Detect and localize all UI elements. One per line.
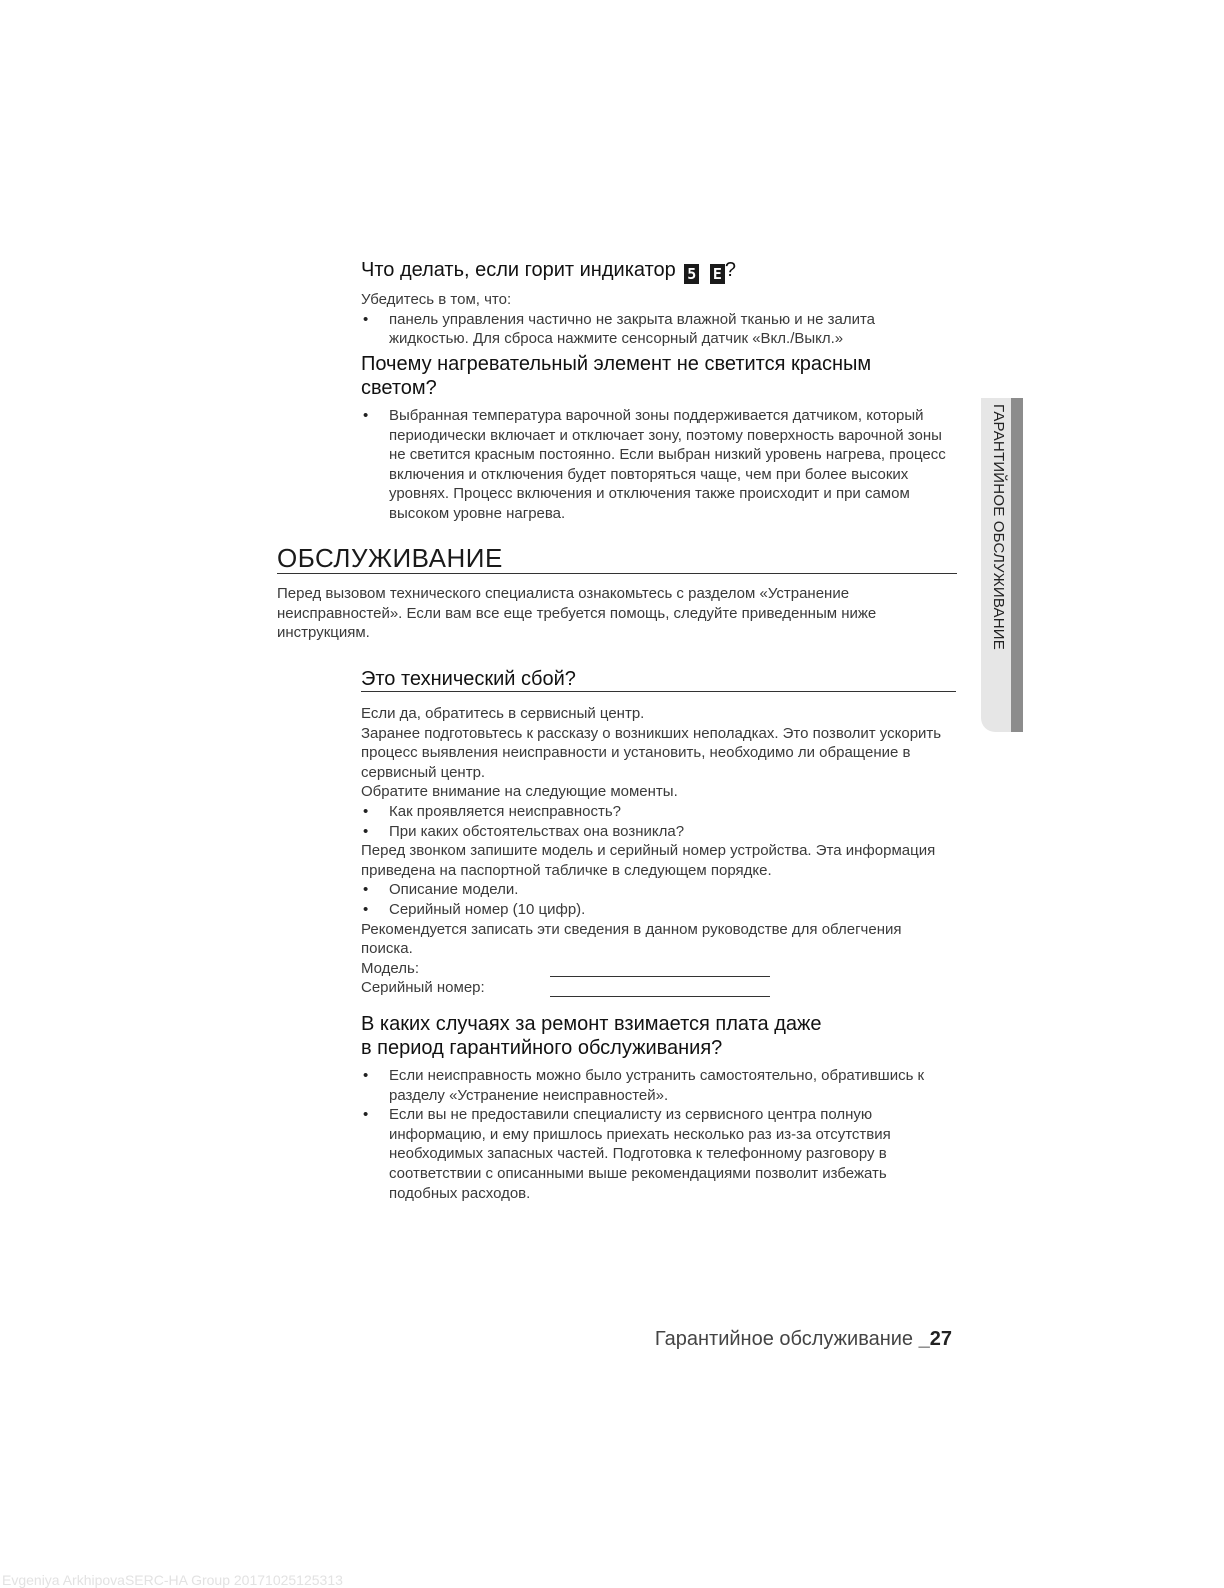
list-item: • панель управления частично не закрыта влажной тканью и не залита жидкостью. Для сброса нажмите сенсорный датчик «Вкл./Выкл.» xyxy=(361,310,956,349)
q1-heading-text: Что делать, если горит индикатор xyxy=(361,259,676,281)
q1-section xyxy=(361,258,956,349)
page-footer xyxy=(655,1328,952,1351)
side-tab-label: ГАРАНТИЙНОЕ ОБСЛУЖИВАНИЕ xyxy=(990,404,1007,650)
q3-paragraph: Рекомендуется записать эти сведения в данном руководстве для облегчения поиска. xyxy=(361,920,902,958)
q4-section xyxy=(361,1012,956,1203)
q4-heading: В каких случаях за ремонт взимается плата даже в период гарантийного обслуживания? xyxy=(361,1013,822,1059)
q3-heading: Это технический сбой? xyxy=(361,668,576,690)
serial-label: Серийный номер: xyxy=(361,979,485,997)
q2-bullets xyxy=(361,406,956,524)
q3-body xyxy=(361,704,956,998)
q3-bullets-b xyxy=(361,880,956,919)
list-item: • Серийный номер (10 цифр). xyxy=(361,900,956,920)
list-item: • При каких обстоятельствах она возникла? xyxy=(361,822,956,842)
q3-rule xyxy=(361,691,956,692)
q2-section xyxy=(361,352,956,524)
section-rule xyxy=(277,573,957,574)
list-item: • Описание модели. xyxy=(361,880,956,900)
model-field-line xyxy=(550,976,770,977)
list-item: • Как проявляется неисправность? xyxy=(361,802,956,822)
page-number: _27 xyxy=(918,1328,952,1350)
q1-intro: Убедитесь в том, что: xyxy=(361,291,512,308)
q4-bullets xyxy=(361,1066,956,1203)
list-item: • Если неисправность можно было устранить самостоятельно, обратившись к разделу «Устранение неисправностей». xyxy=(361,1066,956,1105)
q1-bullets xyxy=(361,310,956,349)
service-section xyxy=(277,543,957,573)
q3-paragraph: Перед звонком запишите модель и серийный номер устройства. Эта информация приведена на паспортной табличке в следующем порядке. xyxy=(361,842,936,879)
service-intro-block xyxy=(277,584,957,643)
service-intro: Перед вызовом технического специалиста ознакомьтесь с разделом «Устранение неисправностей». Если вам все еще требуется помощь, следуйте приведенным ниже инструкциям. xyxy=(277,585,877,642)
q2-heading: Почему нагревательный элемент не светится красным светом? xyxy=(361,353,872,399)
indicator-e-icon: E xyxy=(710,264,725,284)
q3-section xyxy=(361,667,956,691)
q1-heading: Что делать, если горит индикатор 5 E ? xyxy=(361,259,736,283)
footer-text: Гарантийное обслуживание xyxy=(654,1328,919,1350)
indicator-5-icon: 5 xyxy=(684,264,699,284)
list-item: • Если вы не предоставили специалисту из сервисного центра полную информацию, и ему пришлось приехать несколько раз из-за отсутствия необходимых запасных частей. Подготовка к телефонному разговору в соответствии с описанными выше рекомендациями позволит избежать подобных расходов. xyxy=(361,1105,956,1203)
serial-field-line xyxy=(550,996,770,997)
watermark: Evgeniya ArkhipovaSERC-HA Group 20171025125313 xyxy=(2,1572,343,1588)
q3-paragraph: Обратите внимание на следующие моменты. xyxy=(361,783,678,801)
q3-bullets-a xyxy=(361,802,956,841)
q3-paragraph: Если да, обратитесь в сервисный центр. xyxy=(361,705,645,722)
list-item: • Выбранная температура варочной зоны поддерживается датчиком, который периодически включает и отключает зону, поэтому поверхность варочной зоны не светится красным постоянно. Если выбран низкий уровень нагрева, процесс включения и отключения будет повторяться чаще, чем при более высоких уровнях. Процесс включения и отключения также происходит и при самом высоком уровне нагрева. xyxy=(361,406,956,524)
q3-paragraph: Заранее подготовьтесь к рассказу о возникших неполадках. Это позволит ускорить процесс выявления неисправности и установить, необходимо ли обращение в сервисный центр. xyxy=(361,724,942,781)
section-title: ОБСЛУЖИВАНИЕ xyxy=(277,543,503,573)
model-label: Модель: xyxy=(361,959,420,977)
side-tab-bar xyxy=(1011,398,1023,732)
